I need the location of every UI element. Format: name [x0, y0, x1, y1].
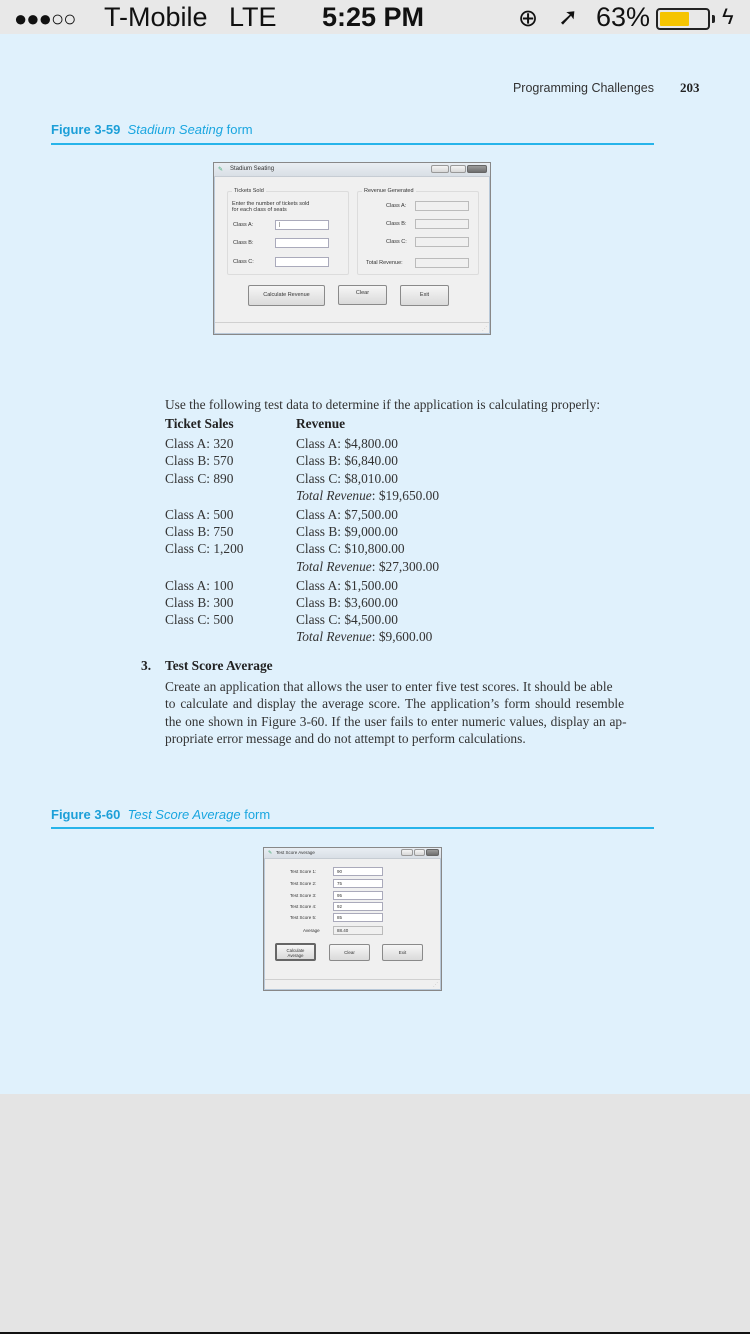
figure-3-60-caption	[51, 807, 270, 822]
carrier-name: T-Mobile	[104, 2, 208, 32]
app-icon: ✎	[268, 850, 273, 856]
description-line: the one shown in Figure 3-60. If the user fails to enter numeric values, display an ap-	[165, 713, 627, 729]
class-b-input[interactable]	[275, 238, 329, 248]
figure-rule	[51, 827, 654, 829]
network-type: LTE	[229, 2, 277, 32]
class-a-label: Class A:	[233, 222, 254, 228]
figure-title: Test Score Average	[127, 807, 241, 822]
ticket-entry: Class C: 890	[165, 470, 234, 486]
resize-grip-icon[interactable]: ⋰	[482, 326, 487, 332]
figure-suffix: form	[244, 807, 271, 822]
total-value: : $9,600.00	[371, 629, 433, 645]
average-output: 88.40	[333, 926, 383, 935]
maximize-button[interactable]	[414, 849, 425, 856]
test-score-4-label: Test Score 4:	[290, 904, 317, 909]
revenue-entry: Class B: $6,840.00	[296, 453, 398, 469]
maximize-button[interactable]	[450, 165, 466, 173]
revenue-entry: Class A: $1,500.00	[296, 577, 398, 593]
window-title: Stadium Seating	[230, 166, 275, 172]
test-score-4-input[interactable]: 92	[333, 902, 383, 911]
revenue-column	[296, 415, 439, 646]
revenue-class-c-output	[415, 237, 469, 247]
group-label: Revenue Generated	[364, 188, 414, 194]
book-page[interactable]	[0, 34, 750, 1094]
total-revenue-output	[415, 258, 469, 268]
test-score-1-input[interactable]: 90	[333, 867, 383, 876]
calculate-revenue-button[interactable]: Calculate Revenue	[248, 285, 325, 306]
challenge-description	[165, 678, 655, 747]
revenue-entry: Class A: $4,800.00	[296, 436, 398, 452]
figure-suffix: form	[226, 122, 253, 137]
test-score-average-window	[263, 847, 442, 991]
revenue-entry: Class C: $4,500.00	[296, 612, 398, 628]
button-label-line: Average	[287, 953, 304, 958]
ticket-entry: Class C: 500	[165, 612, 234, 628]
battery-tip	[712, 15, 715, 23]
running-head: Programming Challenges	[512, 81, 654, 95]
instructions-line: for each class of seats	[232, 207, 287, 213]
app-icon: ✎	[218, 167, 224, 173]
button-label-line: Calculate	[286, 948, 305, 953]
test-data-intro: Use the following test data to determine if the application is calculating properly:	[165, 397, 601, 412]
test-score-3-label: Test Score 3:	[290, 893, 317, 898]
location-icon: ➚	[558, 4, 579, 31]
window-title-bar	[264, 848, 441, 859]
minimize-button[interactable]	[431, 165, 449, 173]
resize-grip-icon[interactable]: ⋰	[433, 982, 438, 988]
total-value: : $19,650.00	[371, 487, 440, 503]
figure-rule	[51, 143, 654, 145]
total-revenue-entry	[296, 558, 439, 575]
clear-button[interactable]: Clear	[338, 285, 387, 305]
revenue-entry: Class B: $3,600.00	[296, 595, 398, 611]
total-label: Total Revenue	[296, 558, 372, 574]
window-title-bar	[214, 163, 490, 177]
total-revenue-entry	[296, 628, 439, 645]
rotation-lock-icon: ⊕	[518, 5, 539, 32]
test-score-5-input[interactable]: 85	[333, 913, 383, 922]
minimize-button[interactable]	[401, 849, 413, 856]
ticket-entry: Class B: 300	[165, 595, 234, 610]
description-line: to calculate and display the average score. The application’s form should resemble	[165, 696, 625, 712]
clock: 5:25 PM	[322, 2, 425, 32]
revenue-entry: Class C: $10,800.00	[296, 541, 405, 557]
signal-strength-icon: ●●●○○	[14, 6, 76, 31]
battery-percentage: 63%	[596, 2, 651, 32]
average-label: Average	[303, 928, 320, 933]
ticket-entry: Class A: 100	[165, 577, 234, 593]
revenue-entry: Class B: $9,000.00	[296, 524, 398, 540]
group-label: Tickets Sold	[234, 188, 264, 194]
challenge-number: 3.	[141, 658, 152, 673]
ticket-sales-header: Ticket Sales	[165, 416, 234, 431]
ticket-entry: Class B: 570	[165, 453, 234, 469]
ticket-entry: Class A: 320	[165, 436, 234, 452]
ticket-entry: Class A: 500	[165, 507, 234, 522]
instructions-line: Enter the number of tickets sold	[232, 201, 310, 207]
window-title: Test Score Average	[276, 850, 315, 855]
total-revenue-label: Total Revenue:	[366, 260, 403, 266]
revenue-entry: Class A: $7,500.00	[296, 507, 398, 523]
ticket-entry: Class B: 750	[165, 524, 234, 540]
ticket-entry: Class C: 1,200	[165, 541, 244, 557]
challenge-title: Test Score Average	[165, 658, 273, 673]
revenue-class-b-label: Class B:	[386, 221, 407, 227]
figure-3-59-caption	[51, 122, 253, 137]
test-score-2-label: Test Score 2:	[290, 881, 317, 886]
figure-title: Stadium Seating	[127, 122, 223, 137]
revenue-entry: Class C: $8,010.00	[296, 470, 398, 486]
class-c-label: Class C:	[233, 259, 254, 265]
revenue-header: Revenue	[296, 416, 346, 431]
figure-label: Figure 3-60	[51, 807, 121, 822]
calculate-average-button[interactable]	[275, 943, 316, 961]
test-score-2-input[interactable]: 75	[333, 879, 383, 888]
status-strip	[215, 322, 489, 333]
revenue-class-c-label: Class C:	[386, 239, 407, 245]
total-value: : $27,300.00	[371, 558, 440, 574]
test-score-3-input[interactable]: 95	[333, 891, 383, 900]
close-button[interactable]	[467, 165, 487, 173]
test-score-1-label: Test Score 1:	[290, 869, 317, 874]
description-line: propriate error message and do not attempt to perform calculations.	[165, 730, 526, 746]
total-revenue-entry	[296, 487, 439, 504]
class-c-input[interactable]	[275, 257, 329, 267]
figure-label: Figure 3-59	[51, 122, 121, 137]
charging-icon: ϟ	[722, 4, 734, 29]
exit-button[interactable]: Exit	[382, 944, 423, 961]
battery-icon	[656, 8, 710, 30]
total-label: Total Revenue	[296, 487, 372, 503]
class-a-input[interactable]: |	[275, 220, 329, 230]
ios-status-bar	[0, 0, 750, 34]
class-b-label: Class B:	[233, 240, 254, 246]
description-line: Create an application that allows the user to enter five test scores. It should be able	[165, 679, 613, 694]
reader-background	[0, 1094, 750, 1332]
close-button[interactable]	[426, 849, 439, 856]
exit-button[interactable]: Exit	[400, 285, 449, 306]
revenue-class-a-output	[415, 201, 469, 211]
stadium-seating-window	[213, 162, 491, 335]
battery-fill	[660, 12, 689, 26]
total-label: Total Revenue	[296, 629, 372, 645]
revenue-class-b-output	[415, 219, 469, 229]
ticket-sales-column	[165, 415, 244, 628]
test-score-5-label: Test Score 5:	[290, 915, 317, 920]
revenue-class-a-label: Class A:	[386, 203, 407, 209]
status-strip	[265, 979, 440, 989]
page-number: 203	[680, 80, 700, 95]
clear-button[interactable]: Clear	[329, 944, 370, 961]
